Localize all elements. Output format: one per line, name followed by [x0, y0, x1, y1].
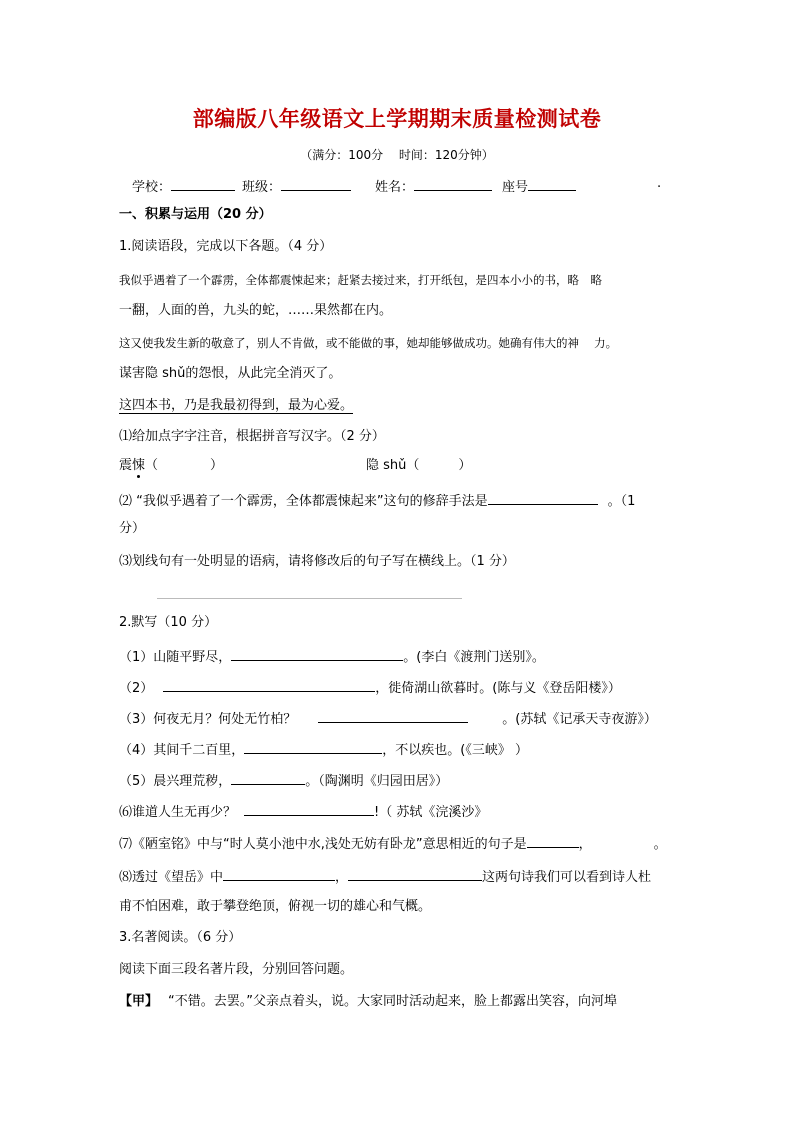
- info-school: [132, 176, 235, 195]
- item-text-end: 这两句诗我们可以看到诗人杜: [482, 870, 652, 885]
- excerpt-text: “不错。去罢。”父亲点着头，说。大家同时活动起来，脸上都露出笑容，向河埠: [168, 994, 617, 1009]
- underlined-text: 这四本书，乃是我最初得到，最为心爱。: [119, 398, 354, 413]
- seat-blank[interactable]: [528, 176, 576, 191]
- q1-passage-line: 我似乎遇着了一个霹雳，全体都震悚起来；赶紧去接过来，打开纸包，是四本小小的书，略 略: [119, 273, 602, 287]
- q1-stem: 1.阅读语段，完成以下各题。（4 分）: [119, 239, 333, 254]
- school-blank[interactable]: [171, 176, 235, 191]
- q3-excerpt-jia: [119, 993, 617, 1011]
- q1-sub3: ⑶划线句有一处明显的语病，请将修改后的句子写在横线上。（1 分）: [119, 554, 515, 569]
- q1-sub2-cont: 分）: [119, 521, 146, 536]
- exam-title: 部编版八年级语文上学期期末质量检测试卷: [192, 106, 602, 131]
- item-end: 。: [653, 837, 667, 852]
- item-comma: ，: [335, 870, 349, 885]
- q2-item-8: [119, 866, 651, 887]
- q2-item-5: [119, 770, 448, 791]
- q1-passage-line: 一翻，人面的兽，九头的蛇，……果然都在内。: [119, 303, 393, 318]
- item-source: ，徙倚湖山欲暮时。(陈与义《登岳阳楼》）: [375, 681, 621, 696]
- info-mark: .: [657, 176, 662, 191]
- q1-sub2: [119, 490, 635, 511]
- item-text: （1）山随平野尽，: [119, 650, 232, 665]
- info-class: [242, 176, 351, 195]
- seat-label: 座号: [502, 180, 529, 195]
- answer-paren[interactable]: （ ）: [145, 458, 224, 473]
- q3-stem: 3.名著阅读。（6 分）: [119, 930, 242, 945]
- q3-intro: 阅读下面三段名著片段，分别回答问题。: [119, 962, 354, 977]
- info-seat: [502, 176, 576, 195]
- fill-blank[interactable]: [231, 770, 305, 785]
- q1-sub2-score: 。（1: [607, 494, 636, 509]
- item-comma: ，: [578, 837, 592, 852]
- q1-passage-line: 谋害隐 shǔ的怨恨，从此完全消灭了。: [119, 366, 342, 381]
- item-text: （3）何夜无月？何处无竹柏？: [119, 712, 297, 727]
- section-heading: 一、积累与运用（20 分）: [119, 207, 272, 222]
- item-text: （2）: [119, 681, 154, 696]
- q1-underlined-sentence: [119, 397, 353, 415]
- dotted-char: 悚: [132, 458, 146, 473]
- class-label: 班级：: [242, 180, 282, 195]
- q2-item-7: [119, 833, 667, 854]
- school-label: 学校：: [132, 180, 172, 195]
- q1-sub1-b[interactable]: 隐 shǔ（ ）: [366, 458, 472, 473]
- fill-blank[interactable]: [231, 646, 403, 661]
- q1-sub1-a: [119, 457, 223, 475]
- q1-sub1: ⑴给加点字字注音，根据拼音写汉字。（2 分）: [119, 429, 385, 444]
- q1-sub2-text: ⑵ “我似乎遇着了一个霹雳，全体都震悚起来”这句的修辞手法是: [119, 494, 488, 509]
- class-blank[interactable]: [281, 176, 351, 191]
- item-source: 。(李白《渡荆门送别》。: [403, 650, 545, 665]
- name-blank[interactable]: [414, 176, 492, 191]
- q2-item-3: [119, 708, 657, 729]
- q2-item-2: [119, 677, 621, 698]
- q1-passage-line: 这又使我发生新的敬意了，别人不肯做，或不能做的事，她却能够做成功。她确有伟大的神 力。: [119, 336, 618, 350]
- q2-item-6: [119, 801, 487, 822]
- char-text: 震: [119, 458, 133, 473]
- q2-stem: 2.默写（10 分）: [119, 615, 218, 630]
- fill-blank[interactable]: [223, 866, 335, 881]
- q2-item-1: [119, 646, 545, 667]
- answer-line[interactable]: [157, 598, 462, 599]
- exam-subtitle: （满分：100分 时间：120分钟）: [300, 148, 494, 162]
- name-label: 姓名：: [375, 180, 415, 195]
- excerpt-label: 【甲】: [119, 994, 159, 1009]
- item-text: （4）其间千二百里，: [119, 743, 245, 758]
- item-text: ⑻透过《望岳》中: [119, 870, 224, 885]
- fill-blank[interactable]: [348, 866, 482, 881]
- rhetoric-blank[interactable]: [488, 490, 598, 505]
- fill-blank[interactable]: [244, 739, 382, 754]
- item-text: （5）晨兴理荒秽，: [119, 774, 232, 789]
- fill-blank[interactable]: [163, 677, 375, 692]
- item-text: ⑹谁道人生无再少？: [119, 805, 237, 820]
- item-source: 。(苏轼《记承天寺夜游》）: [502, 712, 657, 727]
- fill-blank[interactable]: [318, 708, 468, 723]
- item-source: !（ 苏轼《浣溪沙》: [374, 805, 488, 820]
- q2-item-4: [119, 739, 528, 760]
- item-source: 。（陶渊明《归园田居》）: [305, 774, 449, 789]
- item-source: ，不以疾也。(《三峡》 ）: [382, 743, 528, 758]
- fill-blank[interactable]: [527, 833, 579, 848]
- fill-blank[interactable]: [244, 801, 374, 816]
- item-text: ⑺《陋室铭》中与“时人莫小池中水,浅处无妨有卧龙”意思相近的句子是: [119, 837, 527, 852]
- q2-item-8-cont: 甫不怕困难，敢于攀登绝顶，俯视一切的雄心和气概。: [119, 899, 432, 914]
- info-name: [375, 176, 492, 195]
